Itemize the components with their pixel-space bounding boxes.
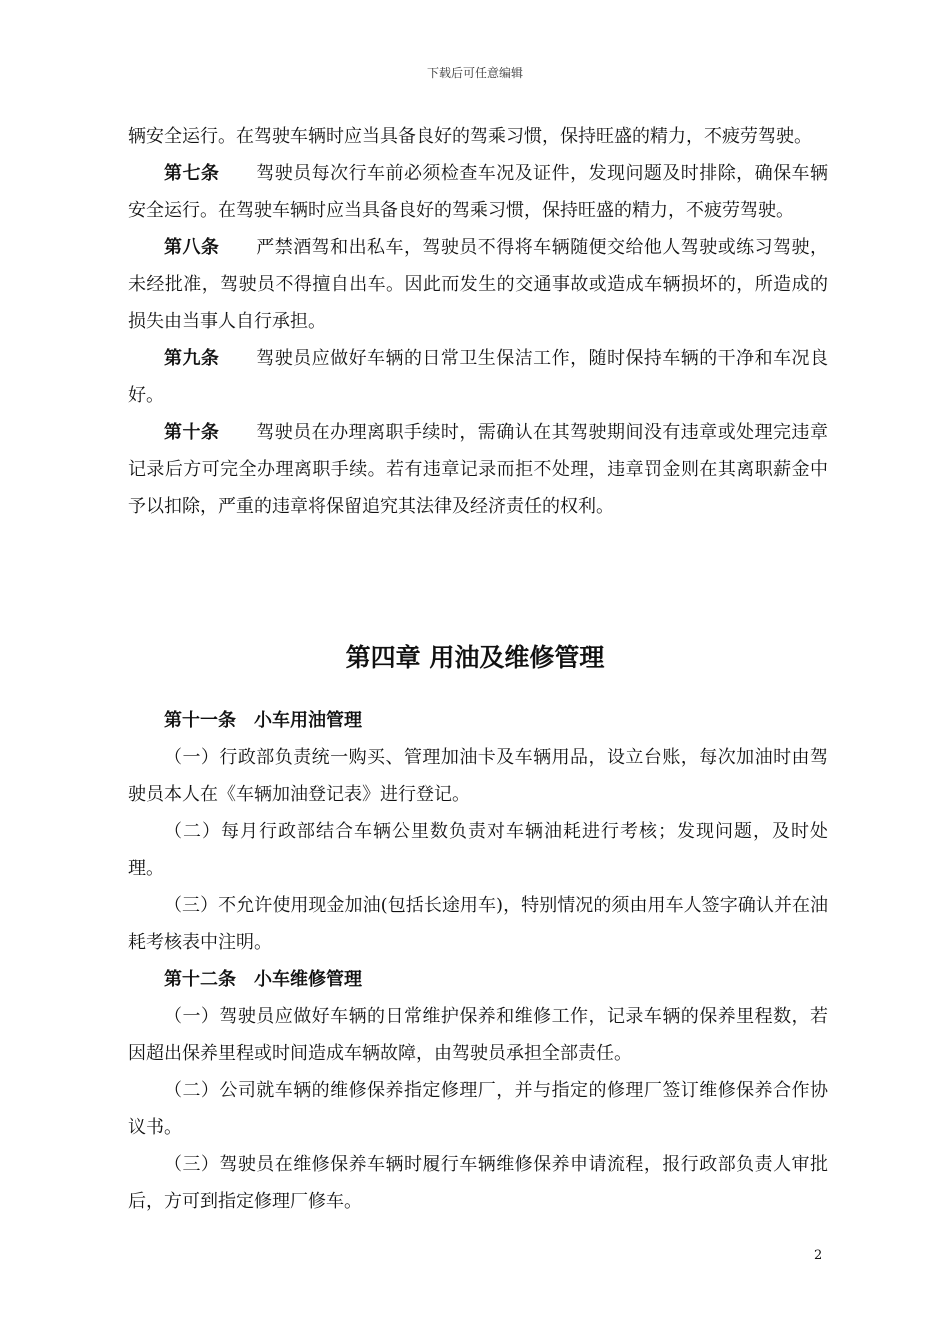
paragraph-text: （二）公司就车辆的维修保养指定修理厂，并与指定的修理厂签订维修保养合作协议书。 <box>128 1080 828 1138</box>
paragraph-text: （二）每月行政部结合车辆公里数负责对车辆油耗进行考核；发现问题，及时处理。 <box>128 821 828 879</box>
paragraph-text: （三）驾驶员在维修保养车辆时履行车辆维修保养申请流程，报行政部负责人审批后，方可到指定修理厂修车。 <box>128 1154 828 1212</box>
article-label: 第十一条 小车用油管理 <box>164 710 362 731</box>
paragraph <box>128 887 828 961</box>
paragraph-text: 驾驶员每次行车前必须检查车况及证件，发现问题及时排除，确保车辆安全运行。在驾驶车辆时应当具备良好的驾乘习惯，保持旺盛的精力，不疲劳驾驶。 <box>128 163 829 221</box>
page-number: 2 <box>814 1248 823 1263</box>
paragraph <box>128 1072 828 1146</box>
paragraph <box>128 813 828 887</box>
paragraph-text: 严禁酒驾和出私车，驾驶员不得将车辆随便交给他人驾驶或练习驾驶，未经批准，驾驶员不得擅自出车。因此而发生的交通事故或造成车辆损坏的，所造成的损失由当事人自行承担。 <box>128 237 829 332</box>
article-label: 第八条 <box>164 237 220 258</box>
paragraph <box>128 118 828 155</box>
paragraph <box>128 998 828 1072</box>
article-label: 第七条 <box>164 163 220 184</box>
article-block-top <box>128 118 828 525</box>
paragraph <box>128 229 828 340</box>
paragraph <box>128 1146 828 1220</box>
paragraph-text: 辆安全运行。在驾驶车辆时应当具备良好的驾乘习惯，保持旺盛的精力，不疲劳驾驶。 <box>128 126 812 147</box>
article-block-bottom <box>128 702 828 1220</box>
paragraph <box>128 702 828 739</box>
paragraph <box>128 414 828 525</box>
article-label: 第九条 <box>164 348 220 369</box>
paragraph <box>128 155 828 229</box>
chapter-title: 第四章 用油及维修管理 <box>345 643 605 672</box>
paragraph-text: 驾驶员在办理离职手续时，需确认在其驾驶期间没有违章或处理完违章记录后方可完全办理离职手续。若有违章记录而拒不处理，违章罚金则在其离职薪金中予以扣除，严重的违章将保留追究其法律及经济责任的权利。 <box>128 422 829 517</box>
paragraph-text: （一）驾驶员应做好车辆的日常维护保养和维修工作，记录车辆的保养里程数，若因超出保养里程或时间造成车辆故障，由驾驶员承担全部责任。 <box>128 1006 828 1064</box>
paragraph <box>128 961 828 998</box>
paragraph-text: 驾驶员应做好车辆的日常卫生保洁工作，随时保持车辆的干净和车况良好。 <box>128 348 829 406</box>
article-label: 第十二条 小车维修管理 <box>164 969 362 990</box>
paragraph <box>128 340 828 414</box>
article-label: 第十条 <box>164 422 220 443</box>
paragraph-text: （三）不允许使用现金加油(包括长途用车)，特别情况的须由用车人签字确认并在油耗考核表中注明。 <box>128 895 828 953</box>
page-header: 下载后可任意编辑 <box>426 66 523 80</box>
paragraph <box>128 739 828 813</box>
paragraph-text: （一）行政部负责统一购买、管理加油卡及车辆用品，设立台账，每次加油时由驾驶员本人在《车辆加油登记表》进行登记。 <box>128 747 828 805</box>
